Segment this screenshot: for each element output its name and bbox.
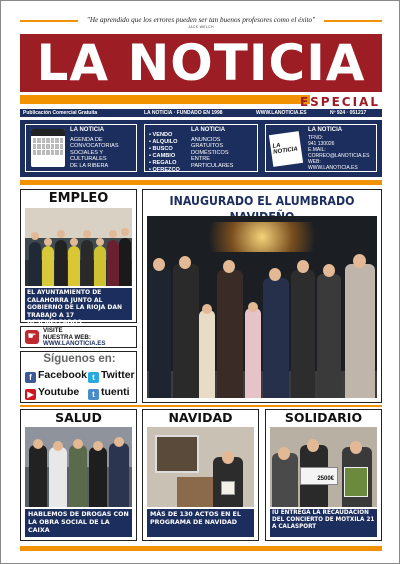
navidad-section[interactable] [142, 409, 259, 541]
contact-panel[interactable] [265, 124, 377, 172]
info-bar-number: Nº 924 · 051217 [330, 110, 367, 116]
youtube-link[interactable]: ▶ Youtube [25, 386, 79, 400]
pointer-hand-icon: ☛ [25, 330, 39, 344]
agenda-panel-text: AGENDA DE CONVOCATORIAS SOCIALES Y CULTURALES DE LA RIBERA [70, 137, 119, 169]
service-band [20, 120, 382, 177]
ads-panel-text: ANUNCIOS GRATUITOS DOMÉSTICOS ENTRE PARTICULARES [191, 137, 234, 169]
agenda-panel[interactable] [25, 124, 137, 172]
quote-author: JACK WELCH [188, 25, 214, 29]
ads-panel-title: LA NOTICIA [191, 127, 226, 133]
youtube-icon: ▶ [25, 389, 36, 400]
twitter-icon: t [88, 372, 99, 383]
info-bar-center: LA NOTICIA · FUNDADO EN 1998 [144, 110, 223, 116]
masthead-underline [20, 95, 310, 104]
empleo-section[interactable] [20, 189, 137, 327]
salud-heading: SALUD [55, 410, 102, 425]
info-bar [20, 109, 382, 117]
facebook-icon: f [25, 372, 36, 383]
solidario-caption: IU ENTREGA LA RECAUDACIÓN DEL CONCIERTO DE MOTXILA 21 A CALASPORT [270, 509, 377, 537]
visit-web-box[interactable] [20, 326, 137, 348]
main-story[interactable] [142, 189, 382, 403]
main-headline: INAUGURADO EL ALUMBRADO [169, 193, 355, 208]
info-bar-web[interactable]: WWW.LANOTICIA.ES [256, 110, 307, 116]
navidad-caption: MÁS DE 130 ACTOS EN EL PROGRAMA DE NAVIDAD [147, 509, 254, 537]
top-rule-left [20, 20, 78, 22]
tuenti-icon: t [88, 389, 99, 400]
salud-photo [25, 427, 132, 507]
donation-check: 2500€ [300, 467, 338, 485]
facebook-link[interactable]: f Facebook [25, 369, 87, 383]
ads-bullet-list: • VENDO • ALQUILO • BUSCO • CAMBIO • REGALO • OFREZCO [149, 132, 180, 173]
tuenti-link[interactable]: t tuenti [88, 386, 130, 400]
agenda-panel-title: LA NOTICIA [70, 127, 105, 133]
bottom-rule [20, 546, 382, 551]
edition-tag: ESPECIAL [299, 95, 380, 109]
empleo-photo [25, 208, 132, 286]
band-rule [20, 180, 382, 185]
main-photo [147, 216, 377, 398]
mid-rule [20, 405, 382, 407]
navidad-photo [147, 427, 254, 507]
salud-section[interactable] [20, 409, 137, 541]
empleo-caption: EL AYUNTAMIENTO DE CALAHORRA JUNTO AL GOBIERNO DE LA RIOJA DAN TRABAJO A 17 DESEMPLEADOS [25, 288, 132, 320]
newspaper-logo-icon: LA NOTICIA [269, 131, 303, 167]
solidario-heading: SOLIDARIO [284, 410, 363, 425]
navidad-heading: NAVIDAD [168, 410, 233, 425]
empleo-heading: EMPLEO [48, 191, 109, 206]
contact-panel-title: LA NOTICIA [308, 127, 343, 133]
contact-panel-text: TFNO: 941 130026 E.MAIL: CORREO@LANOTICIA.ES WEB: WWW.LANOTICIA.ES [308, 135, 370, 171]
social-box [20, 351, 137, 403]
visit-web-text: VISITE NUESTRA WEB: WWW.LANOTICIA.ES [43, 327, 106, 348]
masthead-title: LA NOTICIA [36, 34, 366, 92]
calendar-icon [31, 129, 65, 167]
salud-caption: HABLEMOS DE DROGAS CON LA OBRA SOCIAL DE LA CAIXA [25, 509, 132, 537]
info-bar-left: Publicación Comercial Gratuita [23, 110, 98, 116]
masthead [20, 34, 382, 92]
solidario-section[interactable] [265, 409, 382, 541]
top-rule-right [324, 20, 382, 22]
solidario-photo [270, 427, 377, 507]
social-heading: Síguenos en: [43, 353, 116, 365]
twitter-link[interactable]: t Twitter [88, 369, 135, 383]
header-quote: "He aprendido que los errores pueden ser tan buenos profesores como el éxito" [86, 16, 316, 24]
ads-panel[interactable] [144, 124, 258, 172]
